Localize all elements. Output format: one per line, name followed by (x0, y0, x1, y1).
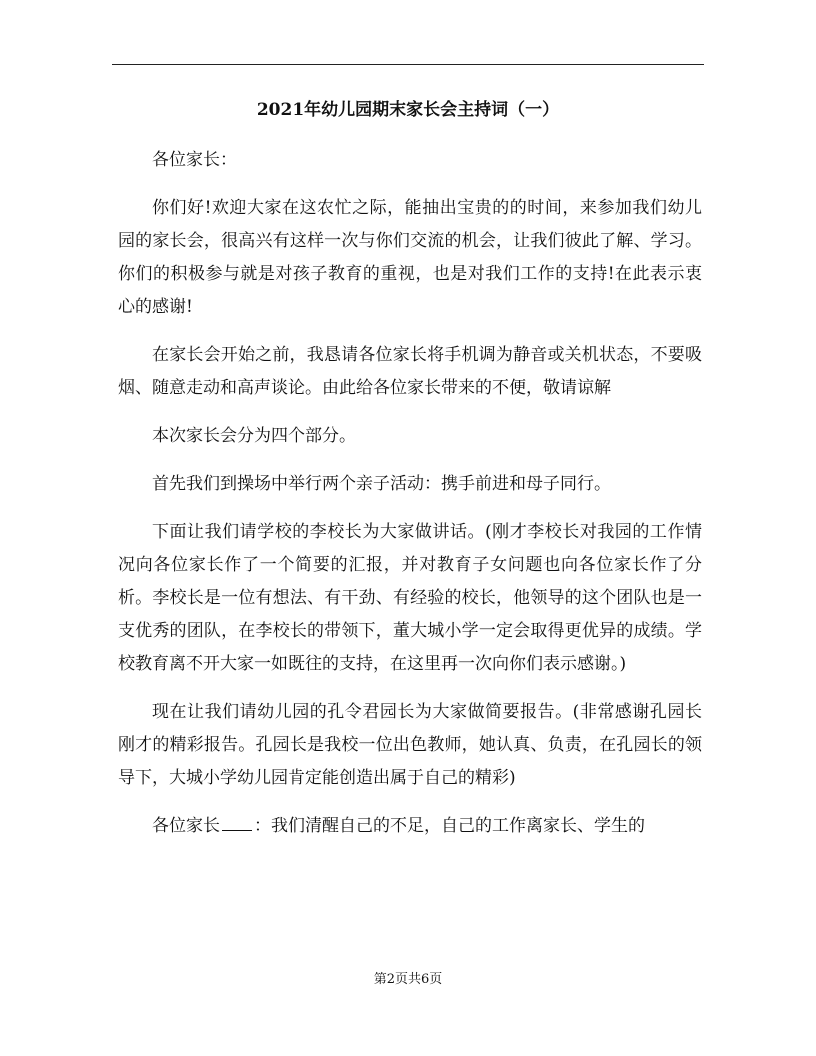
paragraph-director-report: 现在让我们请幼儿园的孔令君园长为大家做简要报告。(非常感谢孔园长刚才的精彩报告。孔园长是我校一位出色教师，她认真、负责，在孔园长的领导下，大城小学幼儿园肯定能创造出属于自己的精彩) (118, 702, 702, 788)
document-body (118, 144, 702, 858)
paragraph-welcome: 你们好!欢迎大家在这农忙之际，能抽出宝贵的的时间，来参加我们幼儿园的家长会，很高兴有这样一次与你们交流的机会，让我们彼此了解、学习。你们的积极参与就是对孩子教育的重视，也是对我们工作的支持!在此表示衷心的感谢! (118, 198, 702, 317)
header-rule (112, 64, 704, 65)
page-number: 第2页共6页 (373, 972, 443, 987)
closing-text: ：我们清醒自己的不足，自己的工作离家长、学生的 (254, 816, 645, 836)
paragraph-activities: 首先我们到操场中举行两个亲子活动：携手前进和母子同行。 (152, 474, 611, 494)
paragraph-agenda: 本次家长会分为四个部分。 (152, 426, 356, 446)
fill-in-blank (222, 813, 252, 831)
document-title: 2021年幼儿园期末家长会主持词（一） (256, 100, 560, 120)
paragraph-greeting: 各位家长： (152, 150, 237, 170)
closing-salutation: 各位家长 (152, 816, 220, 836)
paragraph-phone-notice: 在家长会开始之前，我恳请各位家长将手机调为静音或关机状态，不要吸烟、随意走动和高声谈论。由此给各位家长带来的不便，敬请谅解 (118, 345, 702, 398)
paragraph-closing (118, 810, 702, 843)
paragraph-principal-speech: 下面让我们请学校的李校长为大家做讲话。(刚才李校长对我园的工作情况向各位家长作了一个简要的汇报，并对教育子女问题也向各位家长作了分析。李校长是一位有想法、有干劲、有经验的校长，他领导的这个团队也是一支优秀的团队，在李校长的带领下，董大城小学一定会取得更优异的成绩。学校教育离不开大家一如既往的支持，在这里再一次向你们表示感谢。) (118, 522, 702, 674)
